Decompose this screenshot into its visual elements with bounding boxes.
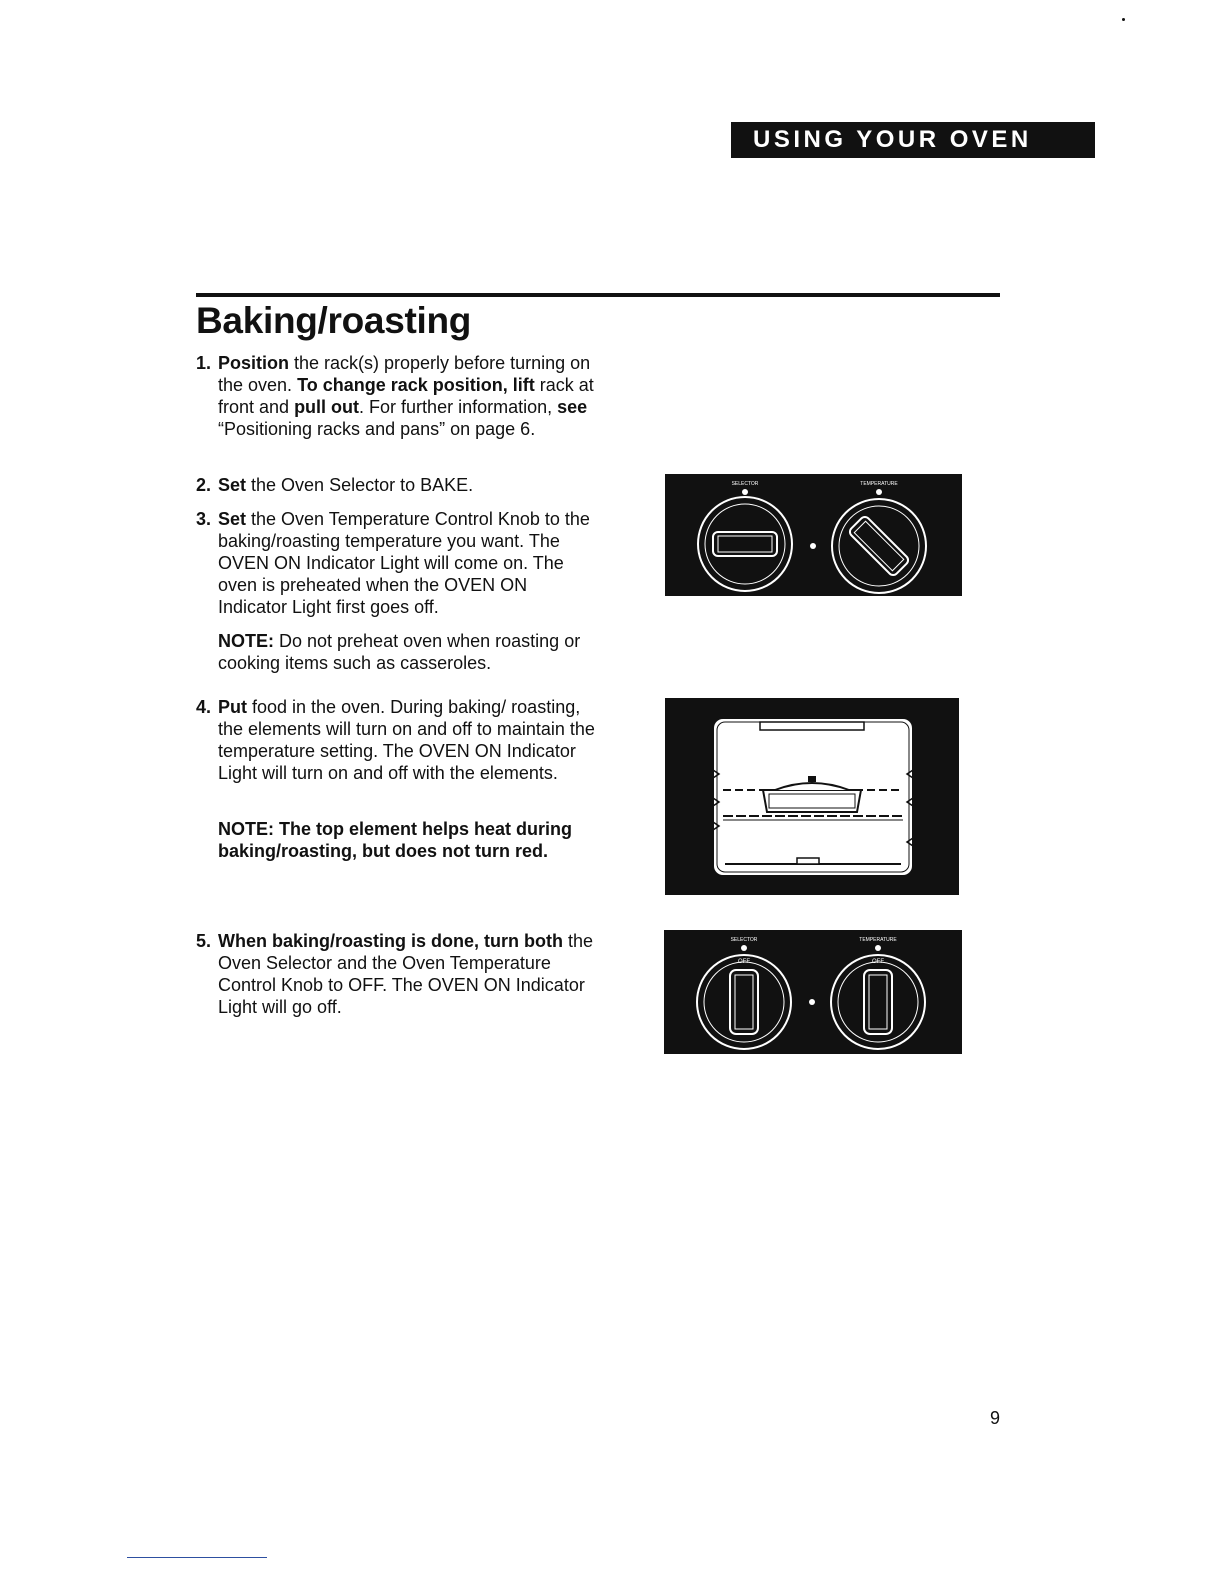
note-top-element — [218, 818, 598, 862]
step-3 — [196, 508, 596, 618]
step-number: 3. — [196, 509, 212, 529]
print-speck — [1122, 18, 1125, 21]
emphasis-text: NOTE: The top element helps heat during baking/roasting, but does not turn red. — [218, 819, 573, 861]
oven-interior-illustration — [665, 698, 959, 895]
step-2 — [196, 474, 596, 496]
body-text: Do not preheat oven when roasting or cooking items such as casseroles. — [218, 631, 581, 673]
body-text: the rack(s) properly before turning on the oven. — [218, 353, 591, 395]
note-preheat — [218, 630, 598, 674]
page-title: Baking/roasting — [196, 300, 472, 341]
emphasis-text: When baking/roasting is done, turn both — [218, 931, 563, 951]
step-text — [218, 352, 596, 440]
step-text — [218, 696, 596, 784]
selector-label: SELECTOR — [731, 481, 759, 487]
step-number: 4. — [196, 697, 212, 717]
body-text: food in the oven. During baking/ roasting, the elements will turn on and off to maintain the temperature setting. The OVEN ON Indicator Light will turn on and off with the elements. — [218, 697, 595, 783]
body-text: “Positioning racks and pans” on page 6. — [218, 419, 536, 439]
step-4 — [196, 696, 596, 784]
emphasis-text: see — [557, 397, 588, 417]
temperature-label: TEMPERATURE — [859, 937, 897, 943]
body-text: . For further information, — [359, 397, 558, 417]
emphasis-text: Put — [218, 697, 247, 717]
step-1 — [196, 352, 596, 440]
body-text: rack at front and — [218, 375, 594, 417]
body-text: the Oven Selector and the Oven Temperature Control Knob to OFF. The OVEN ON Indicator Light will go off. — [218, 931, 594, 1017]
indicator-light-icon — [810, 543, 816, 549]
page-number: 9 — [990, 1408, 1001, 1428]
selector-knob-icon — [698, 497, 792, 591]
emphasis-text: Set — [218, 475, 247, 495]
emphasis-text: NOTE: — [218, 631, 274, 651]
temperature-knob-off-icon — [831, 955, 925, 1049]
body-text: the Oven Selector to BAKE. — [246, 475, 474, 495]
footer-line — [127, 1557, 267, 1558]
emphasis-text: To change rack position, lift — [297, 375, 535, 395]
step-number: 5. — [196, 931, 212, 951]
step-5 — [196, 930, 596, 1018]
emphasis-text: Set — [218, 509, 247, 529]
off-label: OFF — [872, 959, 884, 965]
controls-bake-illustration — [665, 474, 962, 596]
selector-label: SELECTOR — [730, 937, 758, 943]
top-element-icon — [760, 722, 864, 730]
emphasis-text: Position — [218, 353, 289, 373]
controls-off-illustration — [664, 930, 962, 1054]
step-text — [218, 474, 596, 496]
off-label: OFF — [738, 959, 750, 965]
step-number: 1. — [196, 353, 212, 373]
emphasis-text: pull out — [294, 397, 360, 417]
step-number: 2. — [196, 475, 212, 495]
body-text: the Oven Temperature Control Knob to the baking/roasting temperature you want. The OVEN ON Indicator Light will come on. The oven is preheated when the OVEN ON Indicator Light first goes off. — [218, 509, 590, 617]
title-rule — [196, 293, 1000, 297]
temperature-label: TEMPERATURE — [860, 481, 898, 487]
indicator-light-icon — [809, 999, 815, 1005]
step-text — [218, 930, 596, 1018]
selector-knob-off-icon — [697, 955, 791, 1049]
section-banner: USING YOUR OVEN — [731, 122, 1095, 158]
step-text — [218, 508, 596, 618]
temperature-knob-icon — [832, 499, 926, 593]
